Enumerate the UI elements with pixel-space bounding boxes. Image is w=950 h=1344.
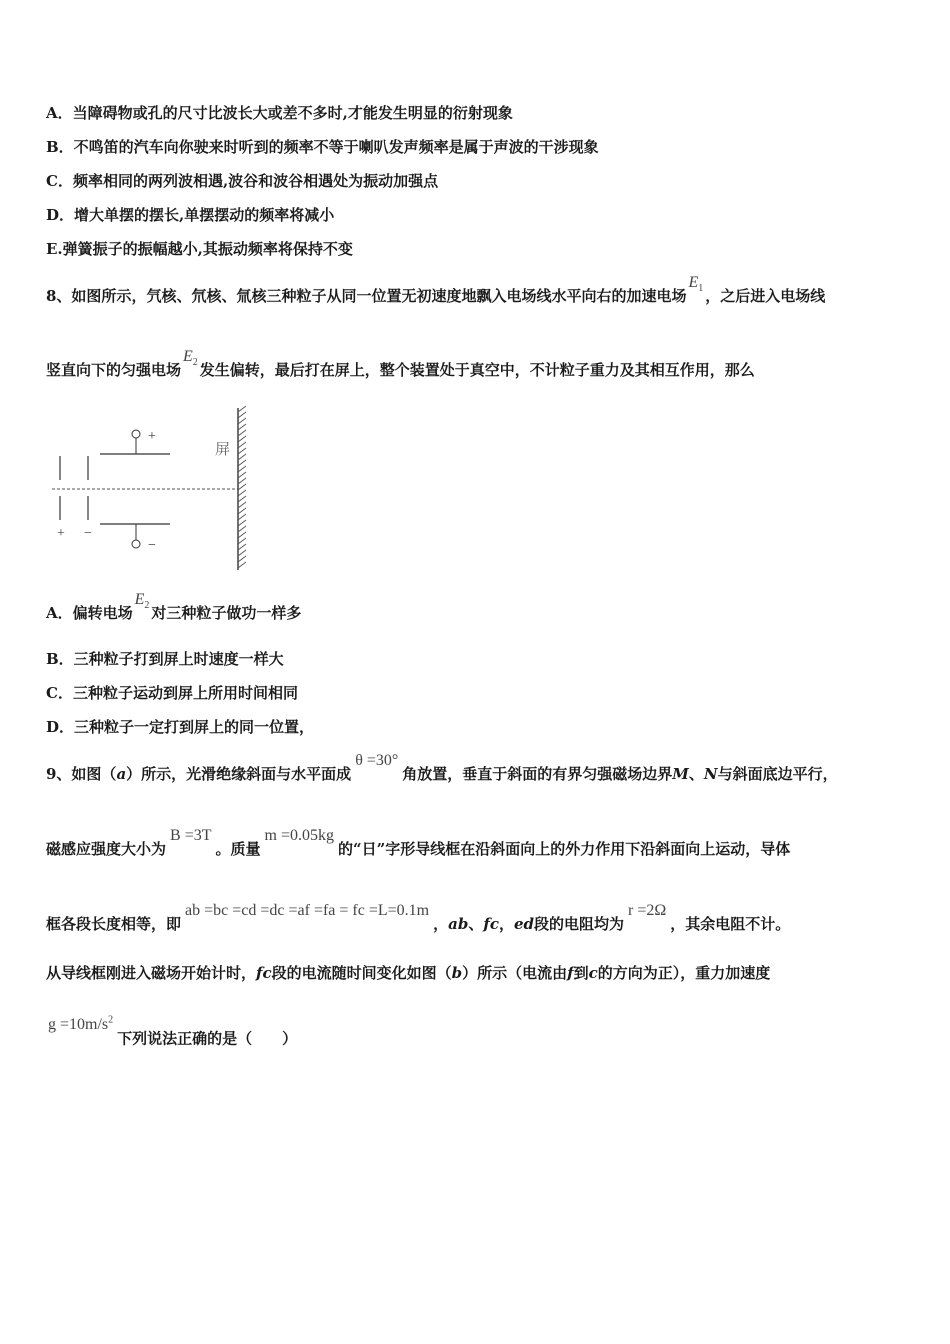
hatch-mark	[238, 526, 246, 532]
hatch-mark	[238, 496, 246, 502]
terminal-bottom-icon	[132, 540, 140, 548]
hatch-mark	[238, 430, 246, 436]
hatch-mark	[238, 478, 246, 484]
q8-option-d: D．三种粒子一定打到屏上的同一位置，	[46, 718, 315, 736]
q9-line2: 磁感应强度大小为B =3T。质量m =0.05kg的“日”字形导线框在沿斜面向上的外力作用下沿斜面向上运动，导体	[46, 827, 791, 858]
q8-option-a-prefix: A．偏转电场	[46, 604, 133, 622]
e2-symbol: $E_2$	[183, 348, 198, 369]
q7-option-d: D．增大单摆的摆长,单摆摆动的频率将减小	[46, 206, 335, 224]
hatch-mark	[238, 556, 246, 562]
accel-plus-label: +	[57, 526, 65, 541]
r-formula: r =2Ω	[628, 902, 667, 919]
q7-option-a: A．当障碍物或孔的尺寸比波长大或差不多时,才能发生明显的衍射现象	[46, 104, 513, 122]
q8-option-a-suffix: 对三种粒子做功一样多	[151, 604, 302, 622]
q8-stem-text4: 发生偏转，最后打在屏上，整个装置处于真空中，不计粒子重力及其相互作用，那么	[199, 361, 755, 379]
hatch-mark	[238, 472, 246, 478]
accelerator-deflector-figure	[52, 404, 262, 574]
hatch-mark	[238, 424, 246, 430]
hatch-mark	[238, 550, 246, 556]
g-formula: $g =10m/s^2$	[48, 1015, 114, 1034]
e1-symbol: $E_1$	[688, 274, 704, 295]
hatch-mark	[238, 562, 246, 568]
q7-option-e: E.弹簧振子的振幅越小,其振动频率将保持不变	[46, 240, 353, 258]
hatch-mark	[238, 502, 246, 508]
q8-option-a	[46, 591, 302, 630]
q9-line5: $g =10m/s^2$下列说法正确的是（ ）	[48, 1015, 298, 1048]
q9-line1: 9、如图（a）所示，光滑绝缘斜面与水平面成θ =30°角放置，垂直于斜面的有界匀强磁场边界M、N与斜面底边平行，	[46, 752, 838, 783]
theta-formula: θ =30°	[355, 752, 399, 769]
hatch-mark	[238, 484, 246, 490]
q9-line4: 从导线框刚进入磁场开始计时，fc段的电流随时间变化如图（b）所示（电流由f到c的方向为正），重力加速度	[46, 964, 771, 982]
hatch-mark	[238, 538, 246, 544]
hatch-mark	[238, 544, 246, 550]
q8-stem-text2: ，之后进入电场线	[705, 287, 826, 305]
e2-symbol-option: $E_2$	[134, 591, 150, 612]
hatch-mark	[238, 532, 246, 538]
q8-option-c: C．三种粒子运动到屏上所用时间相同	[46, 684, 298, 702]
hatch-mark	[238, 448, 246, 454]
q8-stem-text3: 竖直向下的匀强电场	[46, 361, 182, 379]
hatch-mark	[238, 454, 246, 460]
q7-option-b: B．不鸣笛的汽车向你驶来时听到的频率不等于喇叭发声频率是属于声波的干涉现象	[46, 138, 599, 156]
hatch-mark	[238, 466, 246, 472]
bottom-minus-label: −	[148, 538, 156, 553]
accel-minus-label: −	[84, 526, 92, 541]
hatch-mark	[238, 508, 246, 514]
q8-stem-text1: 8、如图所示，氕核、氘核、氚核三种粒子从同一位置无初速度地飘入电场线水平向右的加速电场	[46, 287, 687, 305]
hatch-mark	[238, 520, 246, 526]
terminal-top-icon	[132, 430, 140, 438]
length-formula: ab =bc =cd =dc =af =fa = fc =L=0.1m	[185, 902, 430, 919]
hatch-mark	[238, 460, 246, 466]
hatch-mark	[238, 442, 246, 448]
screen-hatching	[238, 406, 246, 568]
q8-option-b: B．三种粒子打到屏上时速度一样大	[46, 650, 284, 668]
hatch-mark	[238, 514, 246, 520]
q8-stem-line1	[46, 274, 826, 313]
m-formula: m =0.05kg	[264, 827, 334, 844]
screen-label: 屏	[215, 440, 231, 458]
hatch-mark	[238, 412, 246, 418]
q8-stem-line2	[46, 348, 755, 387]
hatch-mark	[238, 406, 246, 412]
b-formula: B =3T	[170, 827, 212, 844]
hatch-mark	[238, 490, 246, 496]
top-plus-label: +	[148, 429, 156, 444]
hatch-mark	[238, 418, 246, 424]
hatch-mark	[238, 436, 246, 442]
q7-option-c: C．频率相同的两列波相遇,波谷和波谷相遇处为振动加强点	[46, 172, 439, 190]
q9-line3: 框各段长度相等，即ab =bc =cd =dc =af =fa = fc =L=0.1m，ab、fc，ed段的电阻均为r =2Ω，其余电阻不计。	[46, 902, 791, 933]
